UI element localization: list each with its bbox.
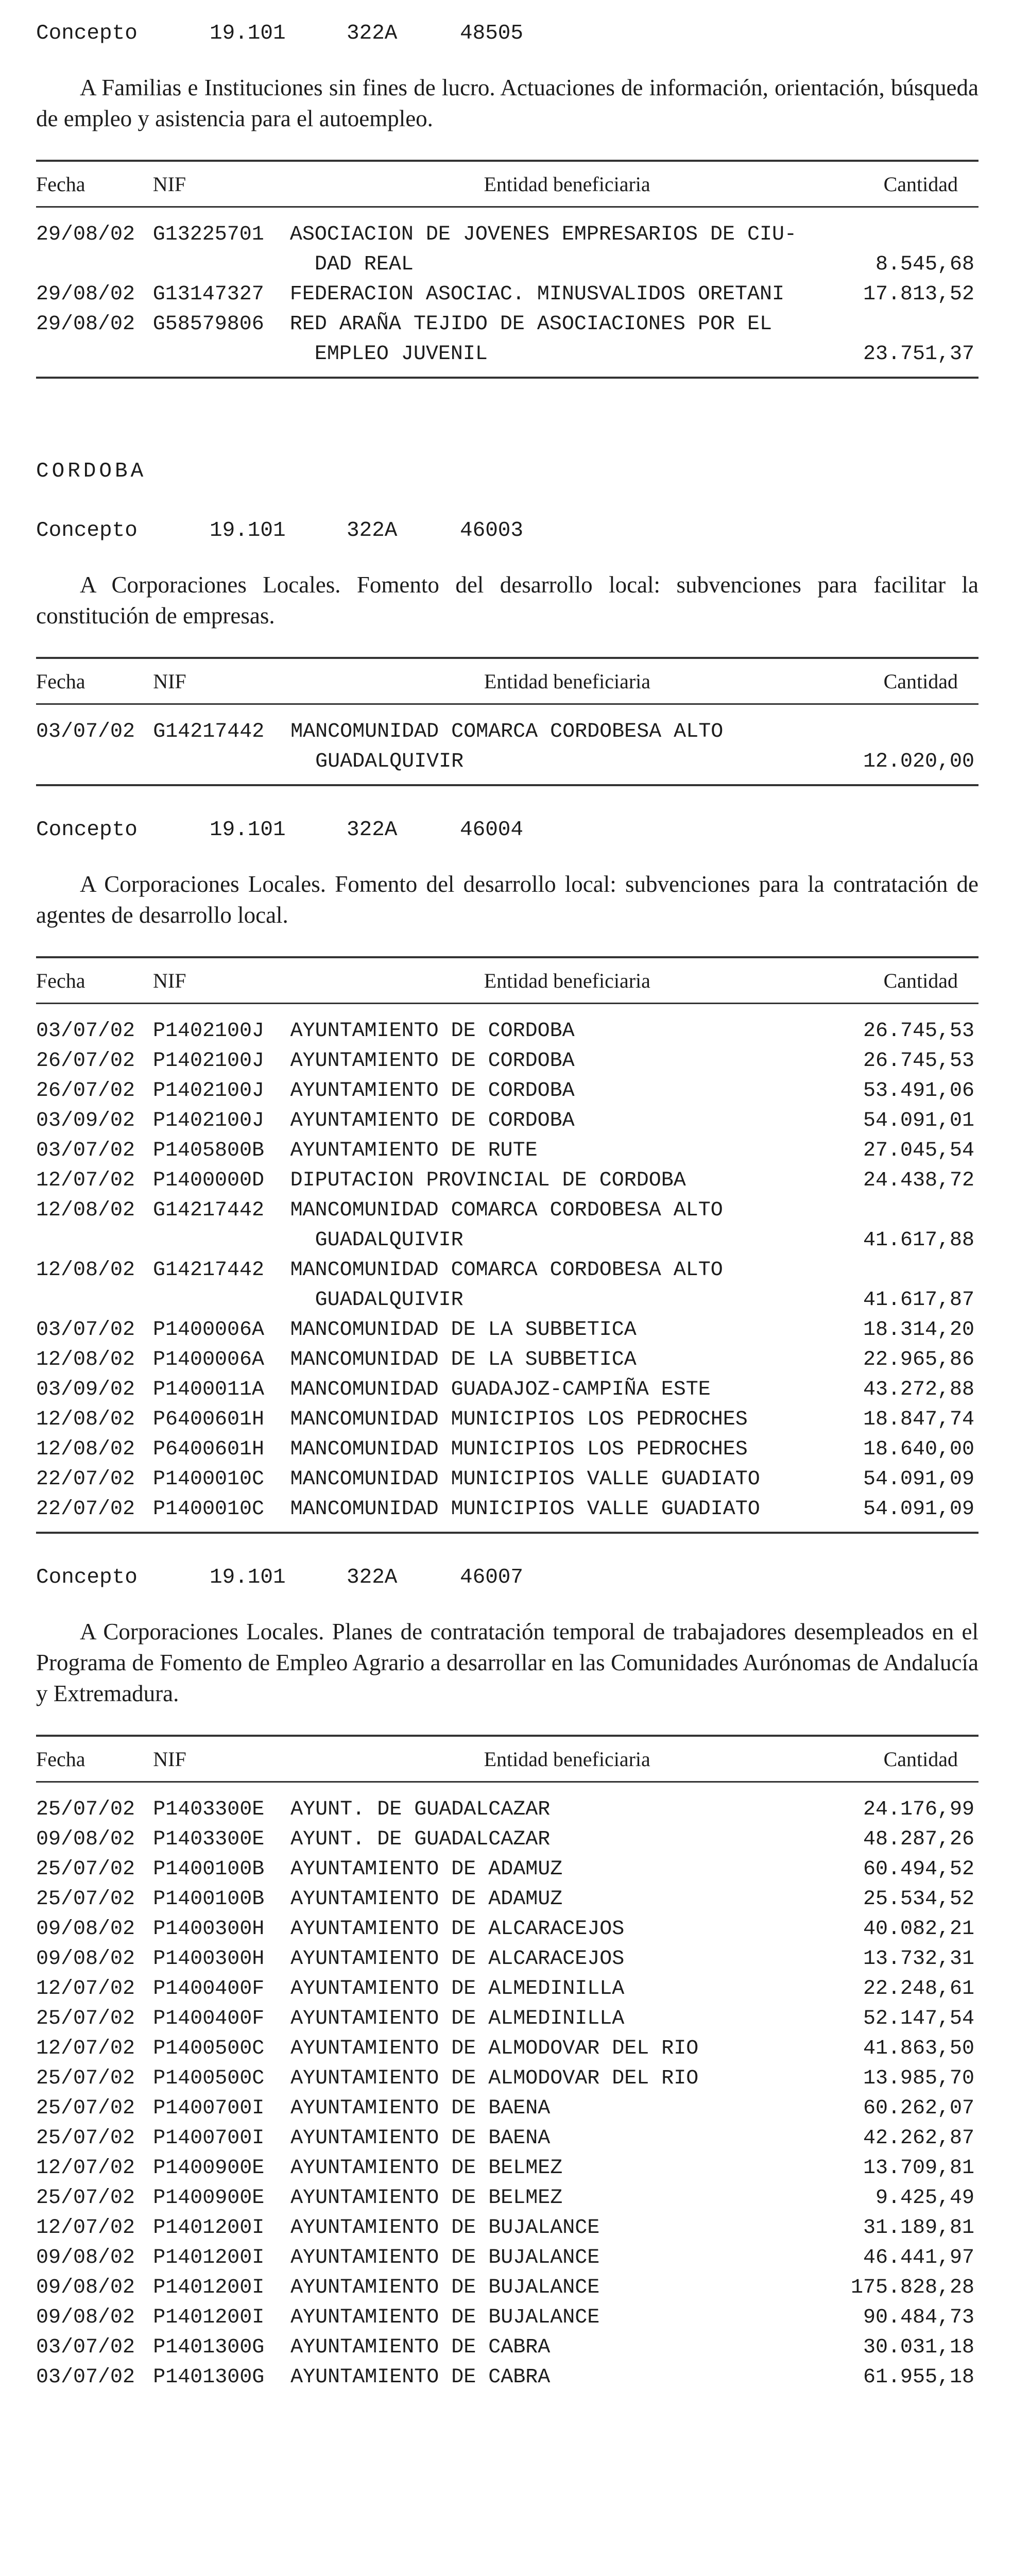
entidad-text: MANCOMUNIDAD MUNICIPIOS LOS PEDROCHES	[290, 1408, 748, 1431]
entidad-text: MANCOMUNIDAD GUADAJOZ-CAMPIÑA ESTE	[290, 1378, 711, 1401]
cell-fecha: 25/07/02	[36, 2127, 135, 2150]
entidad-text: AYUNTAMIENTO DE ALCARACEJOS	[290, 1918, 625, 1941]
entidad-text: AYUNTAMIENTO DE BUJALANCE	[290, 2246, 600, 2269]
cell-nif: P1401200I	[153, 2216, 265, 2240]
cell-fecha: 09/08/02	[36, 1947, 135, 1971]
concepto-label: Concepto	[36, 519, 138, 543]
cell-cantidad: 18.847,74	[863, 1408, 974, 1431]
cell-entidad	[290, 1405, 844, 1435]
concepto-section	[36, 1565, 978, 2393]
table-row	[36, 1196, 978, 1256]
table-spacer	[36, 1782, 978, 1795]
concepto-label: Concepto	[36, 818, 138, 842]
table-row	[36, 2154, 978, 2183]
table-row	[36, 2034, 978, 2064]
cell-entidad	[290, 2154, 844, 2183]
table-row	[36, 1795, 978, 1825]
cell-cantidad: 60.494,52	[863, 1858, 974, 1881]
entidad-text: MANCOMUNIDAD COMARCA CORDOBESA ALTO	[290, 1259, 723, 1282]
cell-entidad	[290, 1944, 844, 1974]
entidad-text: AYUNTAMIENTO DE BUJALANCE	[290, 2216, 600, 2240]
cell-entidad	[290, 1885, 844, 1914]
table-spacer	[36, 1004, 978, 1017]
cell-cantidad: 26.745,53	[863, 1049, 974, 1073]
header-fecha: Fecha	[36, 161, 153, 207]
cell-entidad	[290, 1825, 844, 1855]
table-row	[36, 2004, 978, 2034]
entidad-continuation: DAD REAL	[314, 253, 414, 276]
cell-cantidad: 41.863,50	[863, 2037, 974, 2060]
cell-entidad	[290, 2094, 844, 2124]
cell-cantidad: 46.441,97	[863, 2246, 974, 2269]
cell-nif: P1400300H	[153, 1947, 265, 1971]
cell-fecha: 12/08/02	[36, 1259, 135, 1282]
cell-nif: P1402100J	[153, 1020, 265, 1043]
entidad-text: AYUNTAMIENTO DE ALMEDINILLA	[290, 1977, 625, 2001]
cell-entidad	[290, 1855, 844, 1885]
table-row	[36, 2183, 978, 2213]
cell-entidad	[290, 717, 844, 785]
cell-entidad	[290, 220, 845, 280]
cell-fecha: 25/07/02	[36, 2097, 135, 2120]
cell-nif: P1400700I	[153, 2127, 265, 2150]
cell-nif: P1401300G	[153, 2366, 265, 2389]
table-row	[36, 2213, 978, 2243]
entidad-text: AYUNTAMIENTO DE BAENA	[290, 2097, 551, 2120]
cell-fecha: 03/09/02	[36, 1378, 135, 1401]
table-row	[36, 1885, 978, 1914]
cell-cantidad: 175.828,28	[850, 2276, 974, 2299]
entidad-text: AYUNTAMIENTO DE ADAMUZ	[290, 1888, 563, 1911]
cell-cantidad: 53.491,06	[863, 1079, 974, 1103]
table-row	[36, 310, 978, 378]
cell-nif: P1401200I	[153, 2246, 265, 2269]
cell-fecha: 26/07/02	[36, 1079, 135, 1103]
entidad-text: ASOCIACION DE JOVENES EMPRESARIOS DE CIU-	[289, 223, 797, 246]
cell-fecha: 03/07/02	[36, 1020, 135, 1043]
table-row	[36, 1465, 978, 1495]
entidad-text: AYUNT. DE GUADALCAZAR	[290, 1828, 551, 1851]
cell-entidad	[290, 1974, 844, 2004]
header-fecha: Fecha	[36, 957, 153, 1004]
cell-cantidad: 60.262,07	[863, 2097, 974, 2120]
cell-fecha: 09/08/02	[36, 2306, 135, 2329]
table-row	[36, 717, 978, 785]
cell-cantidad: 41.617,88	[863, 1229, 974, 1252]
entidad-text: AYUNTAMIENTO DE BAENA	[290, 2127, 551, 2150]
concepto-code-1: 19.101	[210, 519, 286, 543]
cell-cantidad: 26.745,53	[863, 1020, 974, 1043]
header-cantidad: Cantidad	[844, 658, 978, 704]
document-page	[36, 21, 978, 2393]
table-row	[36, 2333, 978, 2363]
table-spacer	[36, 207, 978, 221]
cell-entidad	[290, 1795, 844, 1825]
cell-cantidad: 30.031,18	[863, 2336, 974, 2359]
cell-cantidad: 9.425,49	[875, 2187, 974, 2210]
entidad-text: AYUNTAMIENTO DE CORDOBA	[290, 1079, 575, 1103]
cell-nif: P1400500C	[153, 2037, 265, 2060]
cell-fecha: 09/08/02	[36, 2246, 135, 2269]
cell-cantidad: 42.262,87	[863, 2127, 974, 2150]
header-cantidad: Cantidad	[844, 1736, 978, 1782]
cell-nif: P1405800B	[153, 1139, 265, 1162]
table-row	[36, 1136, 978, 1166]
cell-entidad	[290, 2064, 844, 2094]
cell-fecha: 12/07/02	[36, 2157, 135, 2180]
header-fecha: Fecha	[36, 1736, 153, 1782]
entidad-text: AYUNTAMIENTO DE ALMEDINILLA	[290, 2007, 625, 2030]
table-row	[36, 1944, 978, 1974]
cell-entidad	[290, 1345, 844, 1375]
table-row	[36, 1855, 978, 1885]
table-row	[36, 2273, 978, 2303]
cell-nif: P1400900E	[153, 2157, 265, 2180]
cell-entidad	[290, 1914, 844, 1944]
cell-entidad	[290, 2034, 844, 2064]
cell-fecha: 12/08/02	[36, 1199, 135, 1222]
cell-nif: P1402100J	[153, 1109, 265, 1132]
concepto-code-2: 322A	[347, 818, 398, 842]
concepto-line	[36, 817, 978, 843]
cell-cantidad: 13.985,70	[863, 2067, 974, 2090]
table-row	[36, 1256, 978, 1315]
cell-fecha: 12/07/02	[36, 1169, 135, 1192]
cell-fecha: 25/07/02	[36, 1798, 135, 1821]
table-row	[36, 220, 978, 280]
cell-fecha: 12/08/02	[36, 1438, 135, 1461]
concepto-line	[36, 1565, 978, 1590]
cell-nif: G13147327	[152, 283, 264, 306]
table-row	[36, 1375, 978, 1405]
entidad-text: AYUNTAMIENTO DE BELMEZ	[290, 2187, 563, 2210]
cell-cantidad: 13.732,31	[863, 1947, 974, 1971]
cell-entidad	[290, 1076, 844, 1106]
entidad-text: AYUNTAMIENTO DE ADAMUZ	[290, 1858, 563, 1881]
cell-fecha: 25/07/02	[36, 2067, 135, 2090]
cell-nif: G14217442	[153, 717, 290, 785]
concepto-code-3: 46003	[460, 519, 524, 543]
table-row	[36, 1016, 978, 1046]
header-entidad: Entidad beneficiaria	[290, 658, 844, 704]
beneficiaries-table	[36, 160, 978, 379]
cell-fecha: 03/07/02	[36, 2366, 135, 2389]
cell-cantidad: 54.091,01	[863, 1109, 974, 1132]
header-nif: NIF	[153, 658, 290, 704]
concepto-description: A Familias e Instituciones sin fines de lucro. Actuaciones de información, orientación, búsqueda de empleo y asistencia para el autoempleo.	[36, 75, 978, 131]
cell-fecha: 29/08/02	[36, 283, 135, 306]
cell-cantidad: 90.484,73	[863, 2306, 974, 2329]
cell-nif: G14217442	[153, 1259, 265, 1282]
concepto-section	[36, 518, 978, 786]
cell-fecha: 03/07/02	[36, 1318, 135, 1342]
cell-nif: G14217442	[153, 1199, 265, 1222]
entidad-text: MANCOMUNIDAD COMARCA CORDOBESA ALTO	[290, 720, 724, 743]
concepto-code-1: 19.101	[210, 1566, 286, 1589]
table-row	[36, 1345, 978, 1375]
beneficiaries-table	[36, 657, 978, 786]
cell-entidad	[290, 1375, 844, 1405]
entidad-text: AYUNTAMIENTO DE CORDOBA	[290, 1109, 575, 1132]
cell-entidad	[290, 1016, 844, 1046]
header-entidad: Entidad beneficiaria	[290, 161, 845, 207]
entidad-continuation: GUADALQUIVIR	[315, 750, 464, 773]
cell-cantidad: 25.534,52	[863, 1888, 974, 1911]
cell-entidad	[290, 1136, 844, 1166]
cell-cantidad: 54.091,09	[844, 1495, 978, 1533]
table-row	[36, 1076, 978, 1106]
concepto-code-3: 46007	[460, 1566, 524, 1589]
concepto-label: Concepto	[36, 22, 138, 45]
table-row	[36, 2094, 978, 2124]
cell-nif: G58579806	[153, 310, 290, 378]
cell-nif: P1400700I	[153, 2097, 265, 2120]
cell-fecha: 12/07/02	[36, 2037, 135, 2060]
table-header-row	[36, 161, 978, 207]
entidad-text: FEDERACION ASOCIAC. MINUSVALIDOS ORETANI	[289, 283, 784, 306]
table-row	[36, 1315, 978, 1345]
concepto-code-1: 19.101	[210, 22, 286, 45]
cell-entidad	[290, 1046, 844, 1076]
cell-entidad	[290, 2213, 844, 2243]
table-header-row	[36, 957, 978, 1004]
concepto-code-3: 48505	[460, 22, 524, 45]
table-header-row	[36, 658, 978, 704]
entidad-text: MANCOMUNIDAD DE LA SUBBETICA	[290, 1348, 637, 1371]
entidad-text: MANCOMUNIDAD COMARCA CORDOBESA ALTO	[290, 1199, 723, 1222]
table-row	[36, 1405, 978, 1435]
cell-fecha: 09/08/02	[36, 1918, 135, 1941]
cell-nif: P1400006A	[153, 1318, 265, 1342]
entidad-text: MANCOMUNIDAD DE LA SUBBETICA	[290, 1318, 637, 1342]
concepto-line	[36, 21, 978, 46]
concepto-section	[36, 817, 978, 1534]
cell-nif: P1402100J	[153, 1049, 265, 1073]
cell-cantidad: 52.147,54	[863, 2007, 974, 2030]
cell-entidad	[290, 1315, 844, 1345]
header-nif: NIF	[153, 1736, 290, 1782]
cell-entidad	[290, 2273, 844, 2303]
entidad-text: RED ARAÑA TEJIDO DE ASOCIACIONES POR EL	[289, 313, 772, 336]
cell-fecha: 25/07/02	[36, 1888, 135, 1911]
table-header-row	[36, 1736, 978, 1782]
cell-cantidad: 8.545,68	[875, 253, 974, 276]
concepto-label: Concepto	[36, 1566, 138, 1589]
cell-cantidad: 23.751,37	[844, 310, 978, 378]
cell-cantidad: 17.813,52	[863, 283, 974, 306]
cell-entidad	[290, 280, 845, 310]
concepto-section	[36, 21, 978, 379]
cell-fecha: 26/07/02	[36, 1049, 135, 1073]
entidad-text: AYUNTAMIENTO DE ALMODOVAR DEL RIO	[290, 2037, 699, 2060]
concepto-description: A Corporaciones Locales. Fomento del desarrollo local: subvenciones para la contratación de agentes de desarrollo local.	[36, 871, 978, 928]
entidad-text: AYUNTAMIENTO DE RUTE	[290, 1139, 538, 1162]
province-heading: CORDOBA	[36, 460, 147, 483]
entidad-text: AYUNTAMIENTO DE CABRA	[290, 2366, 551, 2389]
table-row	[36, 1046, 978, 1076]
table-row	[36, 1825, 978, 1855]
table-row	[36, 2243, 978, 2273]
cell-fecha: 03/09/02	[36, 1109, 135, 1132]
entidad-text: AYUNT. DE GUADALCAZAR	[290, 1798, 551, 1821]
cell-entidad	[290, 2124, 844, 2154]
beneficiaries-table	[36, 956, 978, 1534]
cell-fecha: 03/07/02	[36, 1139, 135, 1162]
cell-fecha: 12/08/02	[36, 1348, 135, 1371]
entidad-text: AYUNTAMIENTO DE BUJALANCE	[290, 2306, 600, 2329]
cell-nif: P1400400F	[153, 2007, 265, 2030]
concepto-code-2: 322A	[347, 22, 398, 45]
cell-cantidad: 27.045,54	[863, 1139, 974, 1162]
cell-nif: P1403300E	[153, 1828, 265, 1851]
cell-nif: G13225701	[152, 223, 264, 246]
cell-nif: P1400010C	[153, 1468, 265, 1491]
cell-fecha: 29/08/02	[36, 223, 135, 246]
header-cantidad: Cantidad	[844, 161, 978, 207]
cell-cantidad: 43.272,88	[863, 1378, 974, 1401]
beneficiaries-table	[36, 1735, 978, 2393]
cell-fecha: 09/08/02	[36, 2276, 135, 2299]
cell-cantidad: 54.091,09	[863, 1468, 974, 1491]
cell-cantidad: 13.709,81	[863, 2157, 974, 2180]
cell-nif: P1400400F	[153, 1977, 265, 2001]
entidad-text: MANCOMUNIDAD MUNICIPIOS VALLE GUADIATO	[290, 1468, 760, 1491]
header-nif: NIF	[153, 957, 290, 1004]
entidad-continuation: EMPLEO JUVENIL	[314, 343, 488, 366]
cell-nif: P1401200I	[153, 2306, 265, 2329]
header-fecha: Fecha	[36, 658, 153, 704]
cell-entidad	[290, 2363, 844, 2393]
cell-cantidad: 22.248,61	[863, 1977, 974, 2001]
table-row	[36, 1914, 978, 1944]
entidad-text: AYUNTAMIENTO DE BELMEZ	[290, 2157, 563, 2180]
cell-entidad	[290, 310, 845, 378]
cell-nif: P1401300G	[153, 2336, 265, 2359]
entidad-text: AYUNTAMIENTO DE BUJALANCE	[290, 2276, 600, 2299]
concepto-code-2: 322A	[347, 1566, 398, 1589]
concepto-line	[36, 518, 978, 544]
cell-cantidad: 24.176,99	[863, 1798, 974, 1821]
cell-nif: P1400010C	[153, 1495, 290, 1533]
cell-entidad	[290, 1465, 844, 1495]
cell-nif: P1400100B	[153, 1858, 265, 1881]
entidad-text: DIPUTACION PROVINCIAL DE CORDOBA	[290, 1169, 686, 1192]
table-row	[36, 1106, 978, 1136]
entidad-continuation: GUADALQUIVIR	[315, 1289, 464, 1312]
cell-cantidad: 22.965,86	[863, 1348, 974, 1371]
cell-nif: P1400500C	[153, 2067, 265, 2090]
concepto-description: A Corporaciones Locales. Planes de contratación temporal de trabajadores desempleados en el Programa de Fomento de Empleo Agrario a desarrollar en las Comunidades Aurónomas de Andalucía y Extremadura.	[36, 1619, 978, 1706]
table-row	[36, 280, 978, 310]
cell-nif: P1400100B	[153, 1888, 265, 1911]
cell-fecha: 09/08/02	[36, 1828, 135, 1851]
cell-entidad	[290, 1495, 844, 1533]
cell-entidad	[290, 2333, 844, 2363]
cell-fecha: 25/07/02	[36, 2187, 135, 2210]
cell-fecha: 25/07/02	[36, 2007, 135, 2030]
cell-cantidad: 31.189,81	[863, 2216, 974, 2240]
header-nif: NIF	[153, 161, 290, 207]
cell-nif: P1403300E	[153, 1798, 265, 1821]
table-row	[36, 2363, 978, 2393]
cell-entidad	[290, 2183, 844, 2213]
entidad-text: AYUNTAMIENTO DE ALCARACEJOS	[290, 1947, 625, 1971]
table-row	[36, 2124, 978, 2154]
cell-fecha: 12/07/02	[36, 2216, 135, 2240]
header-entidad: Entidad beneficiaria	[290, 957, 844, 1004]
cell-nif: P1400006A	[153, 1348, 265, 1371]
cell-entidad	[290, 2004, 844, 2034]
cell-entidad	[290, 1435, 844, 1465]
entidad-text: AYUNTAMIENTO DE ALMODOVAR DEL RIO	[290, 2067, 699, 2090]
cell-nif: P1402100J	[153, 1079, 265, 1103]
entidad-text: MANCOMUNIDAD MUNICIPIOS LOS PEDROCHES	[290, 1438, 748, 1461]
cell-entidad	[290, 1256, 844, 1315]
table-spacer	[36, 704, 978, 718]
cell-cantidad: 18.314,20	[863, 1318, 974, 1342]
cell-cantidad: 18.640,00	[863, 1438, 974, 1461]
cell-fecha: 22/07/02	[36, 1468, 135, 1491]
table-row	[36, 1974, 978, 2004]
cell-nif: P1401200I	[153, 2276, 265, 2299]
table-row	[36, 2303, 978, 2333]
cell-entidad	[290, 1166, 844, 1196]
cell-cantidad: 48.287,26	[863, 1828, 974, 1851]
cell-cantidad: 40.082,21	[863, 1918, 974, 1941]
entidad-text: AYUNTAMIENTO DE CABRA	[290, 2336, 551, 2359]
table-row	[36, 1435, 978, 1465]
cell-fecha: 12/07/02	[36, 1977, 135, 2001]
entidad-continuation: GUADALQUIVIR	[315, 1229, 464, 1252]
cell-nif: P1400900E	[153, 2187, 265, 2210]
cell-fecha: 25/07/02	[36, 1858, 135, 1881]
cell-cantidad: 41.617,87	[863, 1289, 974, 1312]
cell-fecha: 12/08/02	[36, 1408, 135, 1431]
cell-entidad	[290, 1106, 844, 1136]
concepto-description: A Corporaciones Locales. Fomento del desarrollo local: subvenciones para facilitar la constitución de empresas.	[36, 572, 978, 629]
cell-nif: P1400000D	[153, 1169, 265, 1192]
table-row	[36, 1166, 978, 1196]
cell-fecha: 03/07/02	[36, 2336, 135, 2359]
concepto-code-1: 19.101	[210, 818, 286, 842]
cell-entidad	[290, 1196, 844, 1256]
cell-cantidad: 24.438,72	[863, 1169, 974, 1192]
cell-cantidad: 61.955,18	[863, 2366, 974, 2389]
cell-nif: P6400601H	[153, 1408, 265, 1431]
table-row	[36, 2064, 978, 2094]
cell-entidad	[290, 2243, 844, 2273]
entidad-text: AYUNTAMIENTO DE CORDOBA	[290, 1020, 575, 1043]
cell-fecha: 03/07/02	[36, 717, 153, 785]
cell-nif: P1400300H	[153, 1918, 265, 1941]
cell-nif: P6400601H	[153, 1438, 265, 1461]
table-row	[36, 1495, 978, 1533]
entidad-text: MANCOMUNIDAD MUNICIPIOS VALLE GUADIATO	[290, 1498, 760, 1521]
header-cantidad: Cantidad	[844, 957, 978, 1004]
cell-cantidad: 12.020,00	[844, 717, 978, 785]
cell-fecha: 22/07/02	[36, 1495, 153, 1533]
concepto-code-2: 322A	[347, 519, 398, 543]
cell-entidad	[290, 2303, 844, 2333]
cell-fecha: 29/08/02	[36, 310, 153, 378]
header-entidad: Entidad beneficiaria	[290, 1736, 844, 1782]
concepto-code-3: 46004	[460, 818, 524, 842]
entidad-text: AYUNTAMIENTO DE CORDOBA	[290, 1049, 575, 1073]
cell-nif: P1400011A	[153, 1378, 265, 1401]
